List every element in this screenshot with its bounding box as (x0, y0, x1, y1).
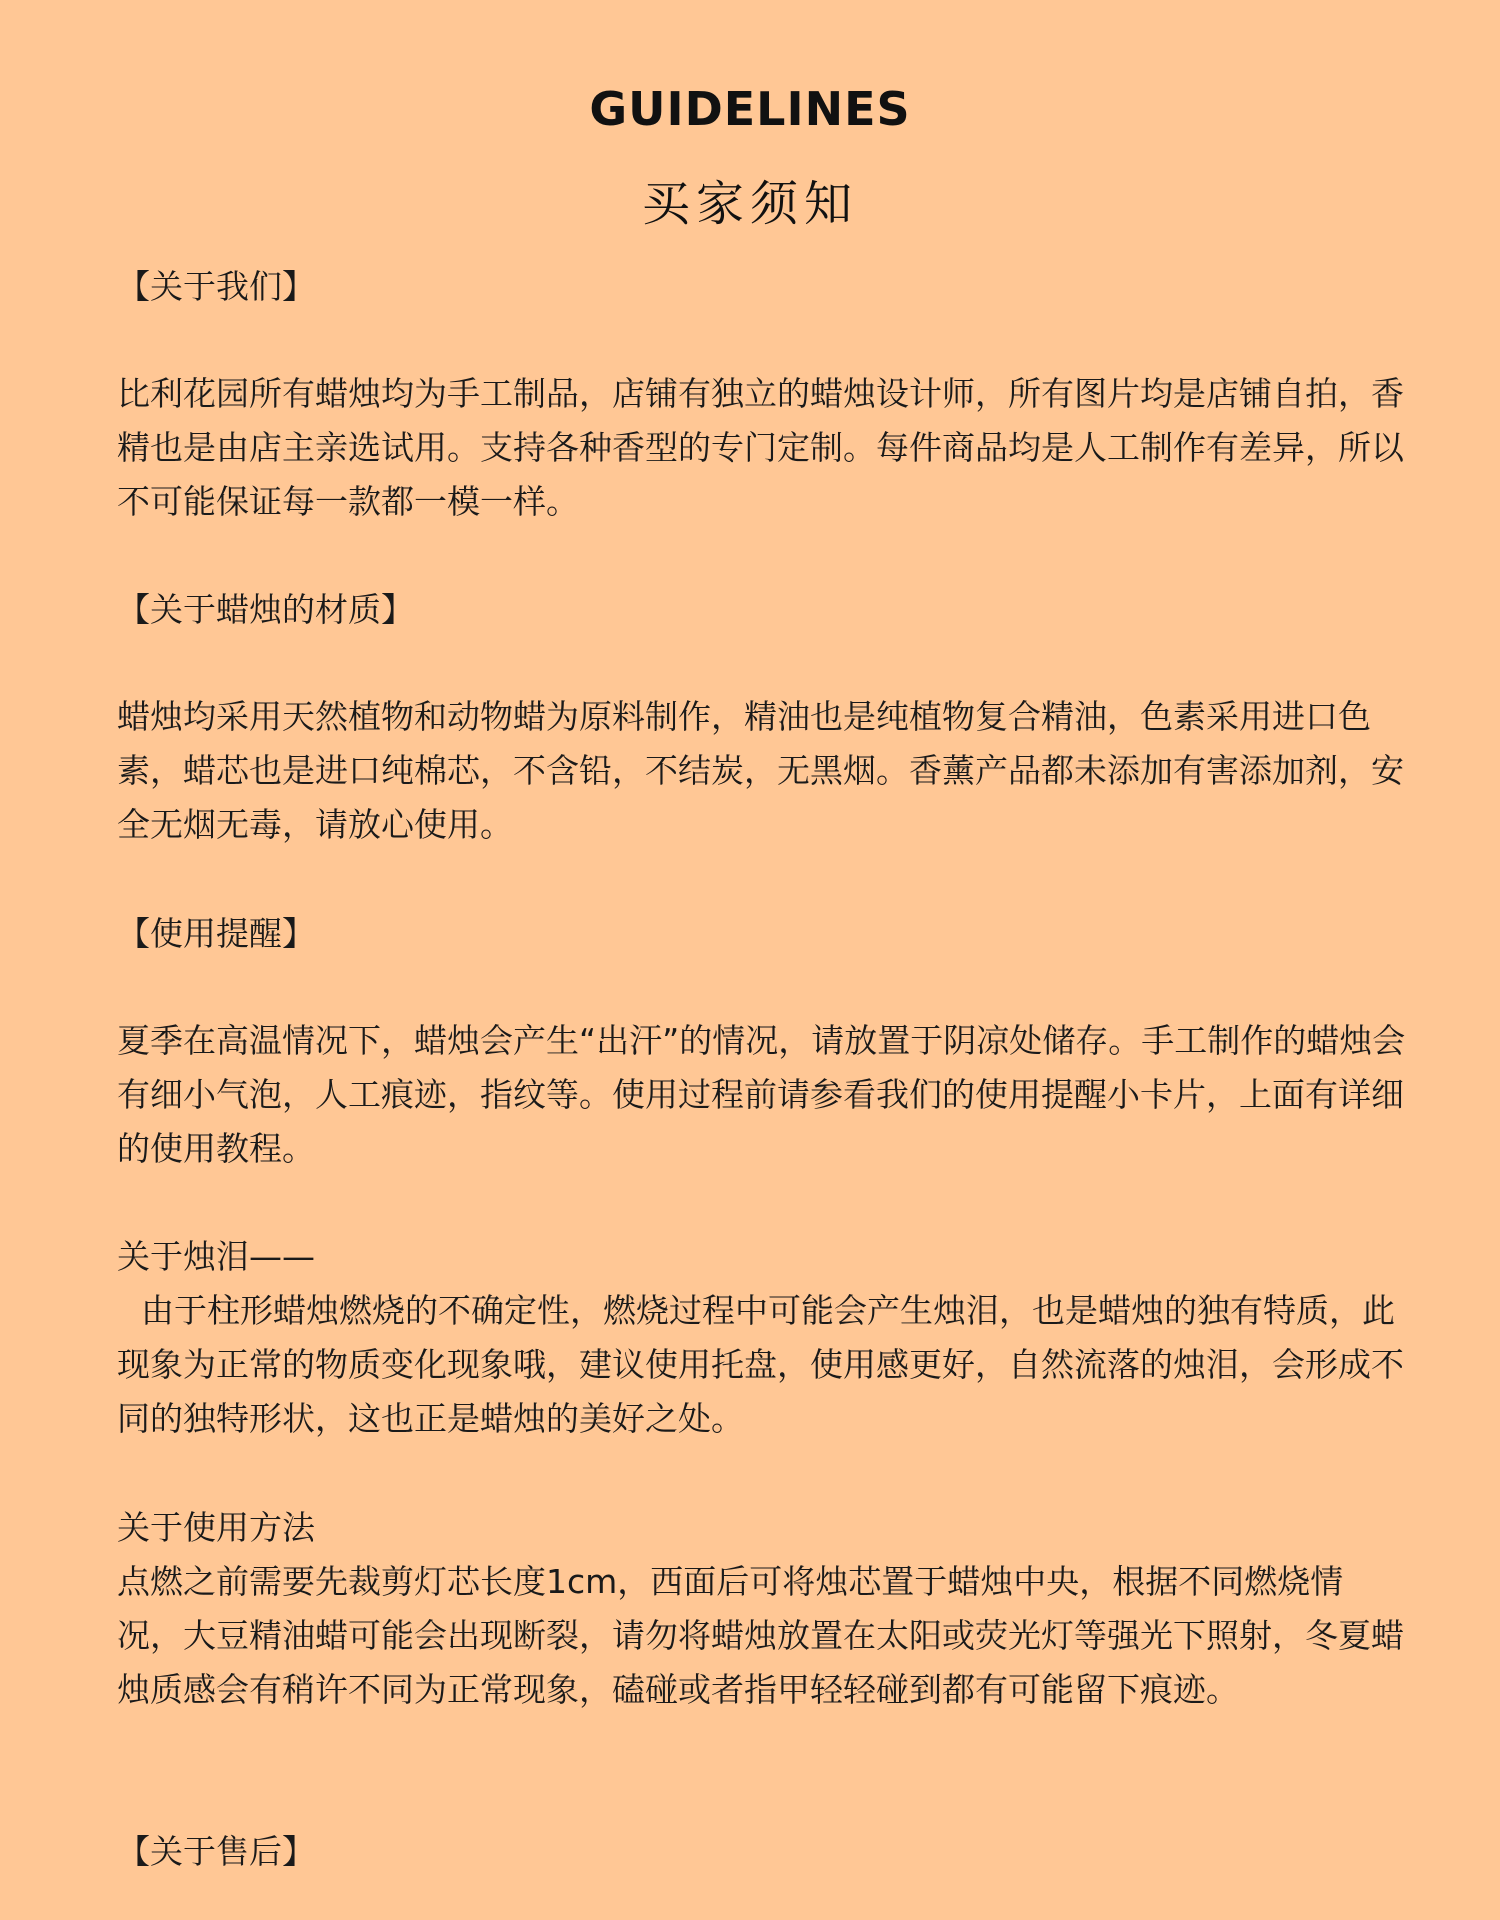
paragraph-candle-material: 蜡烛均采用天然植物和动物蜡为原料制作，精油也是纯植物复合精油，色素采用进口色素，蜡芯也是进口纯棉芯，不含铅，不结炭，无黑烟。香薰产品都未添加有害添加剂，安全无烟无毒，请放心使用。 (117, 697, 1404, 844)
section-heading-usage-method: 关于使用方法 (117, 1508, 315, 1547)
section-heading-after-sales: 【关于售后】 (117, 1832, 315, 1871)
section-body-candle-tears (117, 1284, 1407, 1446)
paragraph-usage-method: 点燃之前需要先裁剪灯芯长度1cm，西面后可将烛芯置于蜡烛中央，根据不同燃烧情况，大豆精油蜡可能会出现断裂，请勿将蜡烛放置在太阳或荧光灯等强光下照射，冬夏蜡烛质感会有稍许不同为正常现象，磕碰或者指甲轻轻碰到都有可能留下痕迹。 (117, 1562, 1404, 1709)
page-title-chinese: 买家须知 (641, 176, 858, 232)
paragraph-about-us: 比利花园所有蜡烛均为手工制品，店铺有独立的蜡烛设计师，所有图片均是店铺自拍，香精也是由店主亲选试用。支持各种香型的专门定制。每件商品均是人工制作有差异，所以不可能保证每一款都一模一样。 (117, 374, 1404, 521)
section-body-about-us (117, 367, 1407, 529)
section-body-usage-reminder (117, 1014, 1407, 1176)
section-heading-usage-reminder: 【使用提醒】 (117, 914, 315, 953)
page-title-english: GUIDELINES (589, 82, 911, 136)
section-heading-candle-material: 【关于蜡烛的材质】 (117, 590, 414, 629)
paragraph-usage-reminder: 夏季在高温情况下，蜡烛会产生“出汗”的情况，请放置于阴凉处储存。手工制作的蜡烛会有细小气泡，人工痕迹，指纹等。使用过程前请参看我们的使用提醒小卡片，上面有详细的使用教程。 (117, 1021, 1406, 1168)
section-body-usage-method (117, 1555, 1407, 1717)
section-heading-about-us: 【关于我们】 (117, 267, 315, 306)
section-body-candle-material (117, 690, 1407, 852)
paragraph-candle-tears: 由于柱形蜡烛燃烧的不确定性，燃烧过程中可能会产生烛泪，也是蜡烛的独有特质，此现象为正常的物质变化现象哦，建议使用托盘，使用感更好，自然流落的烛泪，会形成不同的独特形状，这也正是蜡烛的美好之处。 (117, 1291, 1404, 1438)
section-heading-candle-tears: 关于烛泪—— (117, 1237, 315, 1276)
